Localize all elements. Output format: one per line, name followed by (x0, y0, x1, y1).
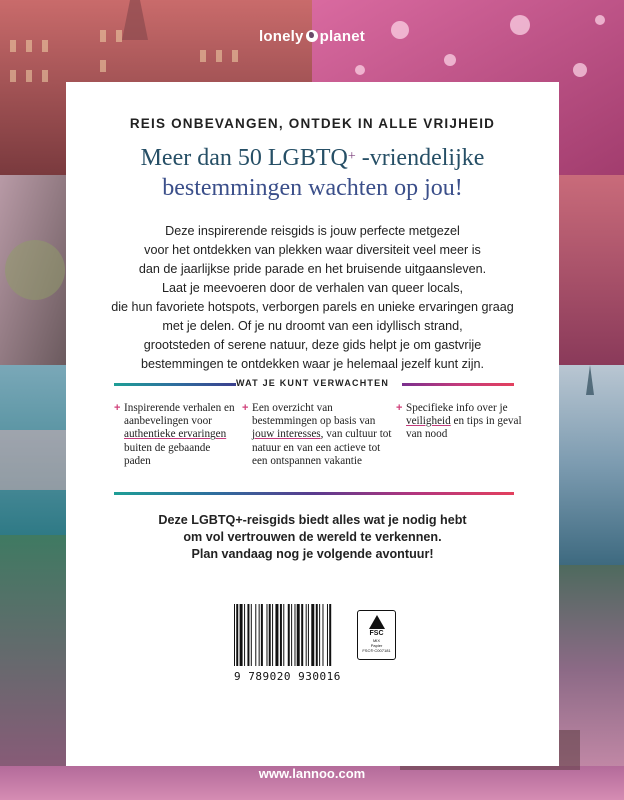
publisher-url: www.lannoo.com (258, 766, 366, 781)
barcode-icon (234, 604, 359, 666)
expect-item-2 (242, 402, 394, 468)
fsc-line: Papier (370, 643, 383, 648)
gradient-divider-right (402, 383, 514, 386)
tagline-line-1 (66, 142, 559, 173)
tagline-plus: + (347, 149, 356, 164)
gradient-divider-bottom (114, 492, 514, 495)
expect-highlight: authentieke ervaringen (124, 428, 227, 441)
expect-text: Een overzicht van bestemmingen op basis van (252, 402, 376, 428)
intro-line: grootsteden of serene natuur, deze gids helpt je om gastvrije (143, 338, 482, 352)
expect-text: Specifieke info over je (406, 402, 508, 414)
fsc-line: MIX (372, 638, 381, 643)
expect-item-1 (114, 402, 236, 468)
plus-icon: + (396, 402, 403, 414)
intro-line: bestemmingen te ontdekken waar je helemaal jezelf kunt zijn. (140, 357, 485, 371)
expect-text: , van cultuur tot natuur en van een actieve tot een ontspannen vakantie (252, 428, 392, 467)
tagline-part: Meer dan 50 LGBTQ (140, 145, 348, 171)
tree-icon (369, 615, 385, 629)
intro-paragraph (88, 222, 537, 374)
expect-item-3 (396, 402, 526, 442)
closing-line: Plan vandaag nog je volgende avontuur! (191, 547, 434, 561)
content-panel (66, 82, 559, 766)
intro-line: Deze inspirerende reisgids is jouw perfecte metgezel (165, 224, 460, 238)
tagline-line-2: bestemmingen wachten op jou! (162, 175, 463, 201)
intro-line: met je delen. Of je nu droomt van een idyllisch strand, (162, 319, 463, 333)
intro-line: die hun favoriete hotspots, verborgen parels en unieke ervaringen graag (111, 300, 514, 314)
isbn-number: 9 789020 930016 (234, 670, 341, 683)
fsc-logo (357, 610, 396, 660)
expect-highlight: veiligheid (406, 415, 451, 428)
barcode (234, 604, 359, 683)
tagline (66, 142, 559, 203)
logo-text-right: planet (319, 28, 365, 45)
plus-icon: + (114, 402, 121, 414)
fsc-brand: FSC (369, 630, 384, 637)
expect-text: en tips in geval van nood (406, 415, 522, 441)
intro-line: voor het ontdekken van plekken waar diversiteit veel meer is (144, 243, 481, 257)
expect-text: Inspirerende verhalen en aanbevelingen voor (124, 402, 235, 428)
globe-icon (306, 30, 318, 42)
fsc-line: FSC® C007181 (362, 648, 391, 653)
closing-line: om vol vertrouwen de wereld te verkennen. (183, 530, 442, 544)
intro-line: Laat je meevoeren door de verhalen van queer locals, (161, 281, 464, 295)
headline: REIS ONBEVANGEN, ONTDEK IN ALLE VRIJHEID (129, 116, 496, 131)
publisher-logo (0, 28, 624, 45)
logo-text-left: lonely (259, 28, 304, 45)
closing-statement (66, 512, 559, 563)
expect-text: buiten de gebaande paden (124, 441, 211, 467)
plus-icon: + (242, 402, 249, 414)
expect-highlight: jouw interesses (252, 428, 321, 441)
tagline-part: -vriendelijke (355, 145, 485, 171)
intro-line: dan de jaarlijkse pride parade en het bruisende uitgaansleven. (138, 262, 487, 276)
closing-line: Deze LGBTQ+-reisgids biedt alles wat je nodig hebt (158, 513, 467, 527)
expect-title: WAT JE KUNT VERWACHTEN (235, 378, 390, 388)
